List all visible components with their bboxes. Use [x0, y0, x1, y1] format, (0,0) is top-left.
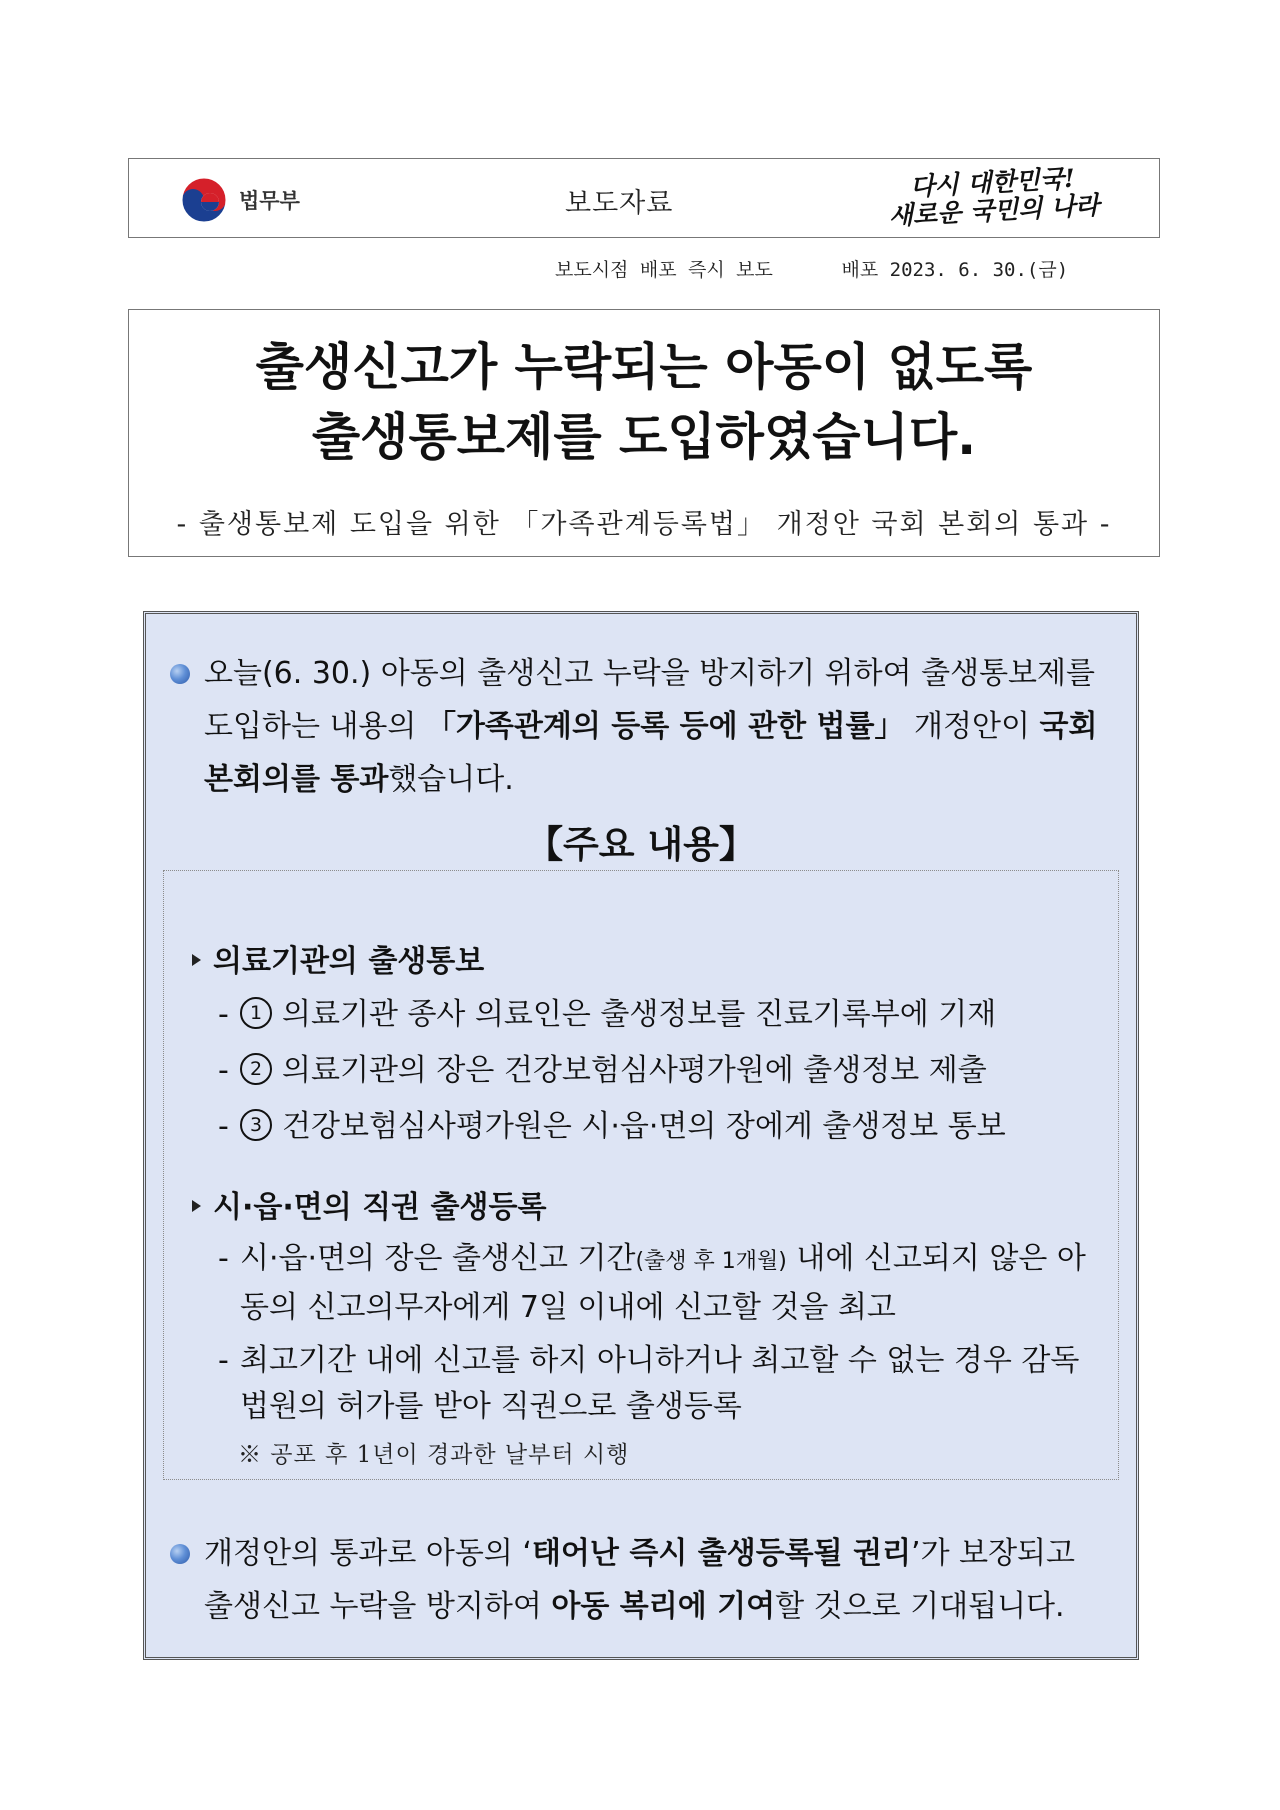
bullet-icon — [170, 1544, 190, 1564]
section1-title — [192, 936, 484, 980]
section1-item-3 — [218, 1104, 1118, 1150]
section2-item-1 — [218, 1236, 1098, 1331]
law-name: 「가족관계의 등록 등에 관한 법률」 — [425, 709, 905, 744]
closing-emphasis-2: 아동 복리에 기여 — [551, 1589, 776, 1624]
item-text-small: (출생 후 1개월) — [635, 1249, 787, 1274]
bullet-icon — [170, 664, 190, 684]
intro-paragraph — [204, 647, 1104, 806]
main-heading-text: 【주요 내용】 — [498, 823, 784, 866]
closing-text-c: ’가 보장되고 출생신고 누락을 방지하여 — [204, 1536, 1076, 1624]
slogan-logo — [887, 164, 1100, 231]
slogan-line1: 다시 대한민국! — [909, 163, 1076, 202]
title-box — [128, 309, 1160, 557]
release-info: 보도시점 배포 즉시 보도 배포 2023. 6. 30.(금) — [555, 259, 1069, 281]
intro-emphasis: 국회 본회의를 통과 — [204, 709, 1098, 797]
item-text: 최고기간 내에 신고를 하지 아니하거나 최고할 수 없는 경우 감독법원의 허가를 받아 직권으로 출생등록 — [240, 1343, 1080, 1424]
slogan-line2: 새로운 국민의 나라 — [888, 190, 1101, 231]
headline — [129, 332, 1159, 472]
circled-number: 1 — [240, 997, 272, 1029]
closing-text-a: 개정안의 통과로 아동의 ‘ — [204, 1536, 532, 1571]
circled-number: 2 — [240, 1053, 272, 1085]
dash: - — [218, 1343, 229, 1378]
closing-paragraph — [204, 1527, 1104, 1633]
main-heading — [146, 814, 1136, 868]
section2-title-text: 시·읍·면의 직권 출생등록 — [213, 1190, 547, 1225]
dash: - — [218, 997, 229, 1032]
item-text: 건강보험심사평가원은 시·읍·면의 장에게 출생정보 통보 — [282, 1109, 1006, 1144]
ministry-name: 법무부 — [239, 189, 300, 213]
subtitle: - 출생통보제 도입을 위한 「가족관계등록법」 개정안 국회 본회의 통과 - — [176, 509, 1112, 540]
headline-line1: 출생신고가 누락되는 아동이 없도록 — [255, 338, 1033, 396]
intro-text-c: 개정안이 — [904, 709, 1040, 744]
dash: - — [218, 1241, 229, 1276]
header-box — [128, 158, 1160, 238]
circled-number: 3 — [240, 1109, 272, 1141]
summary-box — [143, 611, 1139, 1660]
section2-item-2 — [218, 1338, 1098, 1430]
section2-title — [192, 1182, 546, 1226]
item-text: 의료기관 종사 의료인은 출생정보를 진료기록부에 기재 — [282, 997, 997, 1032]
taegeuk-logo-icon — [181, 177, 227, 223]
item-text-a: 시·읍·면의 장은 출생신고 기간 — [240, 1241, 636, 1276]
section1-item-1 — [218, 992, 1118, 1038]
item-text: 의료기관의 장은 건강보험심사평가원에 출생정보 제출 — [282, 1053, 987, 1088]
dash: - — [218, 1109, 229, 1144]
intro-text-a: 오늘(6. 30.) 아동의 출생신고 누락을 방지하기 위하여 출생통보제를 도입하는 내용의 — [204, 656, 1095, 744]
document-type: 보도자료 — [565, 188, 674, 219]
closing-emphasis-1: 태어난 즉시 출생등록될 권리 — [531, 1536, 912, 1571]
section1-item-2 — [218, 1048, 1118, 1094]
effective-date-note: ※ 공포 후 1년이 경과한 날부터 시행 — [238, 1442, 630, 1468]
closing-text-e: 할 것으로 기대됩니다. — [775, 1589, 1065, 1624]
headline-line2: 출생통보제를 도입하였습니다. — [311, 408, 977, 466]
triangle-bullet-icon — [192, 954, 201, 966]
item-text-b: 내에 신고되지 않은 아동의 신고의무자에게 7일 이내에 신고할 것을 최고 — [240, 1241, 1086, 1325]
triangle-bullet-icon — [192, 1200, 201, 1212]
intro-text-e: 했습니다. — [388, 762, 514, 797]
section1-title-text: 의료기관의 출생통보 — [213, 944, 485, 979]
dash: - — [218, 1053, 229, 1088]
